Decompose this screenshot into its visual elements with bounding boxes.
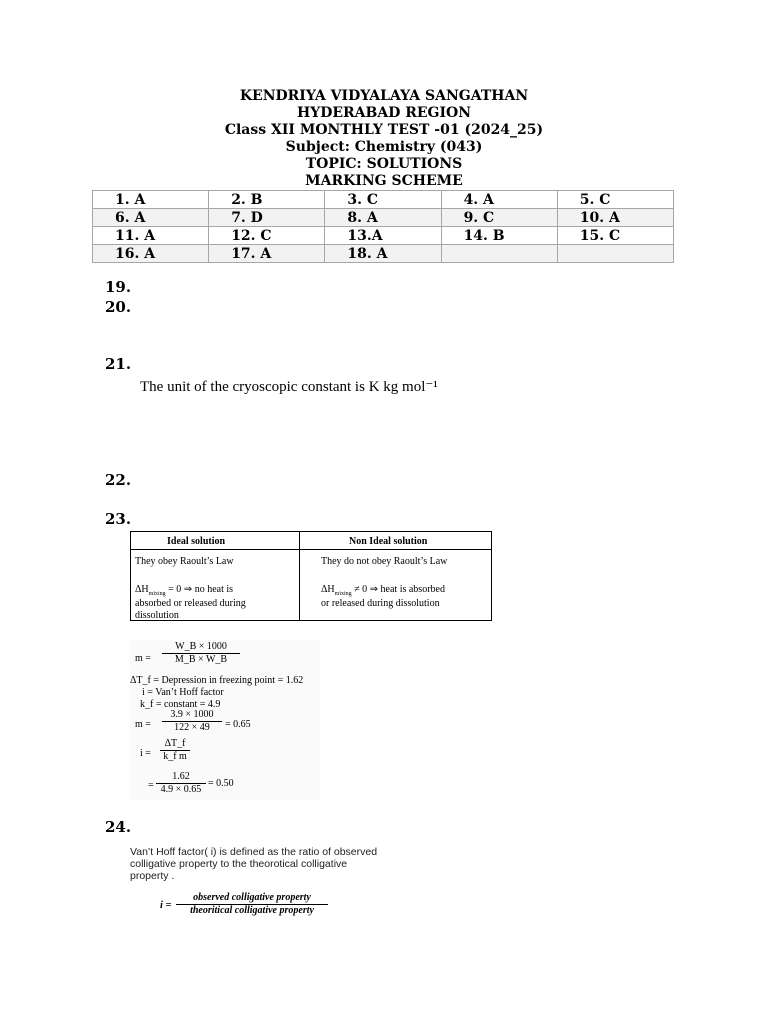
ideal-row-enthalpy: $\Delta H_{mixing} = 0$ ⇒ no heat is <box>135 584 234 597</box>
answer-cell: 1. A <box>93 191 209 209</box>
answer-cell: 18. A <box>325 245 441 263</box>
answer-cell: 6. A <box>93 209 209 227</box>
header-topic: TOPIC: SOLUTIONS <box>305 156 463 172</box>
formula-m2-label: m = <box>135 719 151 730</box>
formula-result-value: = 0.50 <box>208 778 234 789</box>
formula-i-label: i = <box>140 748 151 759</box>
table-row <box>93 191 674 209</box>
ideal-header: Ideal solution <box>167 536 226 547</box>
formula-i-def: i = Van’t Hoff factor <box>142 687 224 698</box>
nonideal-header: Non Ideal solution <box>349 536 428 547</box>
formula-i-fraction: $\frac{\Delta T\_f}{\text{k\_f m}}$ <box>160 738 190 763</box>
answer-cell: 10. A <box>557 209 673 227</box>
question-21: 21. <box>105 355 132 373</box>
formula-kf-def: k_f = constant = 4.9 <box>140 699 221 710</box>
answer-cell <box>441 245 557 263</box>
table-row <box>93 209 674 227</box>
header-region: HYDERABAD REGION <box>296 105 472 121</box>
question-23: 23. <box>105 510 132 528</box>
answer-cell: 14. B <box>441 227 557 245</box>
formula-eq-label: = <box>148 780 154 791</box>
header-org: KENDRIYA VIDYALAYA SANGATHAN <box>239 88 529 104</box>
answer-cell: 9. C <box>441 209 557 227</box>
formula-m2-fraction: $\frac{3.9 \times 1000}{122 \times 49}$ <box>162 709 222 734</box>
table-row <box>93 245 674 263</box>
nonideal-row-enthalpy-cont: or released during dissolution <box>321 598 440 609</box>
q24-fraction: observed colligative property theoritical colligative property <box>176 892 328 917</box>
header-subject: Subject: Chemistry (043) <box>285 139 483 155</box>
ideal-vs-nonideal-table <box>130 531 492 621</box>
answer-cell: 3. C <box>325 191 441 209</box>
table-divider <box>299 532 300 620</box>
answer-cell: 11. A <box>93 227 209 245</box>
header-scheme: MARKING SCHEME <box>305 173 463 189</box>
ideal-row-enthalpy-end: dissolution <box>135 610 179 621</box>
answer-key-table <box>92 190 674 263</box>
table-row <box>93 227 674 245</box>
table-divider <box>131 549 491 550</box>
answer-cell: 8. A <box>325 209 441 227</box>
answer-cell: 13.A <box>325 227 441 245</box>
q21-answer-text: The unit of the cryoscopic constant is K kg mol⁻¹ <box>140 379 438 395</box>
question-19: 19. <box>105 278 132 296</box>
answer-cell: 2. B <box>209 191 325 209</box>
question-20: 20. <box>105 298 132 316</box>
formula-m-fraction: $\frac{W\_B \times 1000}{M\_B \times W\_B}$ <box>162 641 240 666</box>
answer-cell: 4. A <box>441 191 557 209</box>
question-22: 22. <box>105 471 132 489</box>
q24-definition: Van’t Hoff factor( i) is defined as the ratio of observed colligative property to the theorotical colligative property . <box>130 846 378 882</box>
answer-cell: 17. A <box>209 245 325 263</box>
formula-dtf: ΔT_f = Depression in freezing point = 1.62 <box>130 675 304 686</box>
answer-cell: 15. C <box>557 227 673 245</box>
q24-i-label: i = <box>160 900 172 911</box>
nonideal-row-raoult: They do not obey Raoult’s Law <box>321 556 448 567</box>
answer-cell: 16. A <box>93 245 209 263</box>
formula-m2-result: = 0.65 <box>225 719 251 730</box>
question-24: 24. <box>105 818 132 836</box>
nonideal-row-enthalpy: $\Delta H_{mixing} \ne 0$ ⇒ heat is absorbed <box>321 584 445 597</box>
answer-cell: 12. C <box>209 227 325 245</box>
ideal-row-raoult: They obey Raoult’s Law <box>135 556 234 567</box>
ideal-row-enthalpy-cont: absorbed or released during <box>135 598 246 609</box>
answer-cell: 7. D <box>209 209 325 227</box>
formula-m-label: m = <box>135 653 151 664</box>
formula-result-fraction: $\frac{1.62}{4.9 \times 0.65}$ <box>156 771 206 796</box>
answer-cell: 5. C <box>557 191 673 209</box>
header-test: Class XII MONTHLY TEST -01 (2024_25) <box>224 122 544 138</box>
answer-cell <box>557 245 673 263</box>
